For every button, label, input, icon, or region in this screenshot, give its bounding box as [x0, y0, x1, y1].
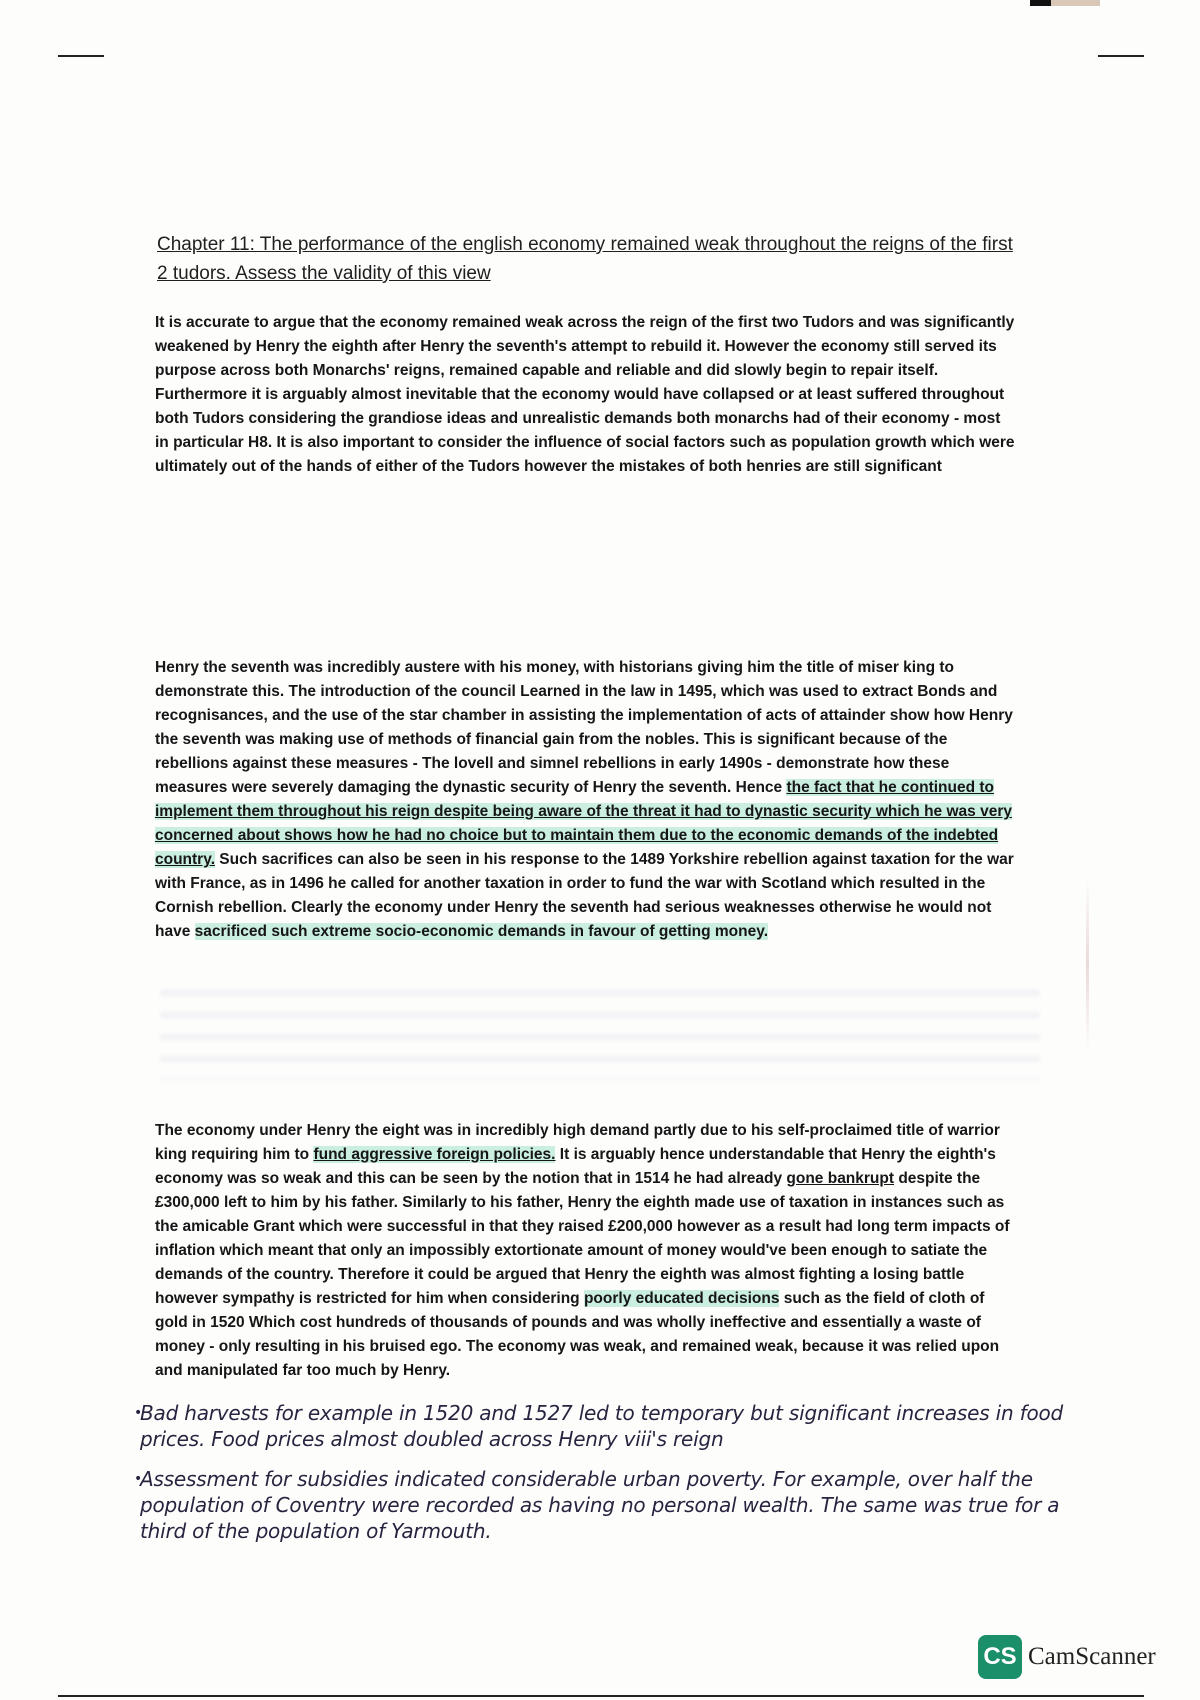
underlined-text: gone bankrupt: [786, 1170, 895, 1187]
paragraph-text: despite the £300,000 left to him by his father. Similarly to his father, Henry the eighth made use of taxation in instances such as the amicable Grant which were successful in that they raised £200,000 however as a result had long term impacts of inflation which meant that only an impossibly extortionate amount of money would've been enough to satiate the demands of the country. Therefore it could be argued that Henry the eighth was almost fighting a losing battle however sympathy is restricted for him when considering: [155, 1170, 1010, 1307]
camscanner-watermark: [978, 1637, 1156, 1677]
handwritten-note-harvests: [134, 1400, 1100, 1452]
handwritten-note-poverty: [134, 1466, 1100, 1544]
highlighted-text: the fact that he continued to implement them throughout his reign despite being aware of the threat it had to dynastic security which he was very concerned about shows how he had no choice but to maintain them due to the economic demands of the indebted country.: [155, 779, 1012, 868]
paragraph-text: such as the field of cloth of gold in 1520 Which cost hundreds of thousands of pounds and was wholly ineffective and essentially a waste of money - only resulting in his bruised ego. The economy was weak, and remained weak, because it was relied upon and manipulated far too much by Henry.: [155, 1290, 1000, 1379]
handwritten-text: Assessment for subsidies indicated considerable urban poverty. For example, over half the population of Coventry were recorded as having no personal wealth. The same was true for a third of the population of Yarmouth.: [140, 1467, 1060, 1543]
scan-edge-artifact: [1086, 880, 1089, 1050]
bullet-icon: •: [134, 1471, 143, 1487]
paragraph-text: It is arguably hence understandable that Henry the eighth's economy was so weak and this can be seen by the notion that in 1514 he had already: [155, 1146, 996, 1187]
henry-viii-paragraph: [155, 1119, 1015, 1383]
introduction-paragraph: It is accurate to argue that the economy remained weak across the reign of the first two Tudors and was significantly weakened by Henry the eighth after Henry the seventh's attempt to rebuild it. However the economy still served its purpose across both Monarchs' reigns, remained capable and reliable and did slowly begin to repair itself. Furthermore it is arguably almost inevitable that the economy would have collapsed or at least suffered throughout both Tudors considering the grandiose ideas and unrealistic demands both monarchs had of their economy - most in particular H8. It is also important to consider the influence of social factors such as population growth which were ultimately out of the hands of either of the Tudors however the mistakes of both henries are still significant: [155, 314, 1015, 475]
camscanner-logo-icon: CS: [978, 1635, 1022, 1679]
paragraph-text: Henry the seventh was incredibly austere with his money, with historians giving him the title of miser king to demonstrate this. The introduction of the council Learned in the law in 1495, which was used to extract Bonds and recognisances, and the use of the star chamber in assisting the implementation of acts of attainder show how Henry the seventh was making use of methods of financial gain from the nobles. This is significant because of the rebellions against these measures - The lovell and simnel rebellions in early 1490s - demonstrate how these measures were severely damaging the dynastic security of Henry the seventh. Hence: [155, 659, 1013, 796]
paragraph-text: Such sacrifices can also be seen in his response to the 1489 Yorkshire rebellion against taxation for the war with France, as in 1496 he called for another taxation in order to fund the war with Scotland which resulted in the Cornish rebellion. Clearly the economy under Henry the seventh had serious weaknesses otherwise he would not have: [155, 851, 1014, 940]
highlighted-text: fund aggressive foreign policies.: [313, 1146, 556, 1163]
bottom-rule: [58, 1695, 1144, 1697]
highlighted-text: poorly educated decisions: [583, 1290, 780, 1307]
corner-mark: [1030, 0, 1100, 6]
bleed-through-text: [160, 990, 1040, 1080]
handwritten-text: Bad harvests for example in 1520 and 1527 led to temporary but significant increases in food prices. Food prices almost doubled across Henry viii's reign: [140, 1401, 1064, 1451]
bullet-icon: •: [134, 1405, 143, 1421]
top-left-rule: [58, 55, 104, 57]
camscanner-brand: CamScanner: [1028, 1643, 1156, 1670]
top-right-rule: [1098, 55, 1144, 57]
paragraph-text: The economy under Henry the eight was in incredibly high demand partly due to his self-proclaimed title of warrior king requiring him to: [155, 1122, 1000, 1163]
henry-vii-paragraph: [155, 656, 1015, 944]
essay-title: Chapter 11: The performance of the english economy remained weak throughout the reigns of the first 2 tudors. Assess the validity of this view: [157, 234, 1013, 284]
highlighted-text: sacrificed such extreme socio-economic demands in favour of getting money.: [194, 923, 768, 940]
